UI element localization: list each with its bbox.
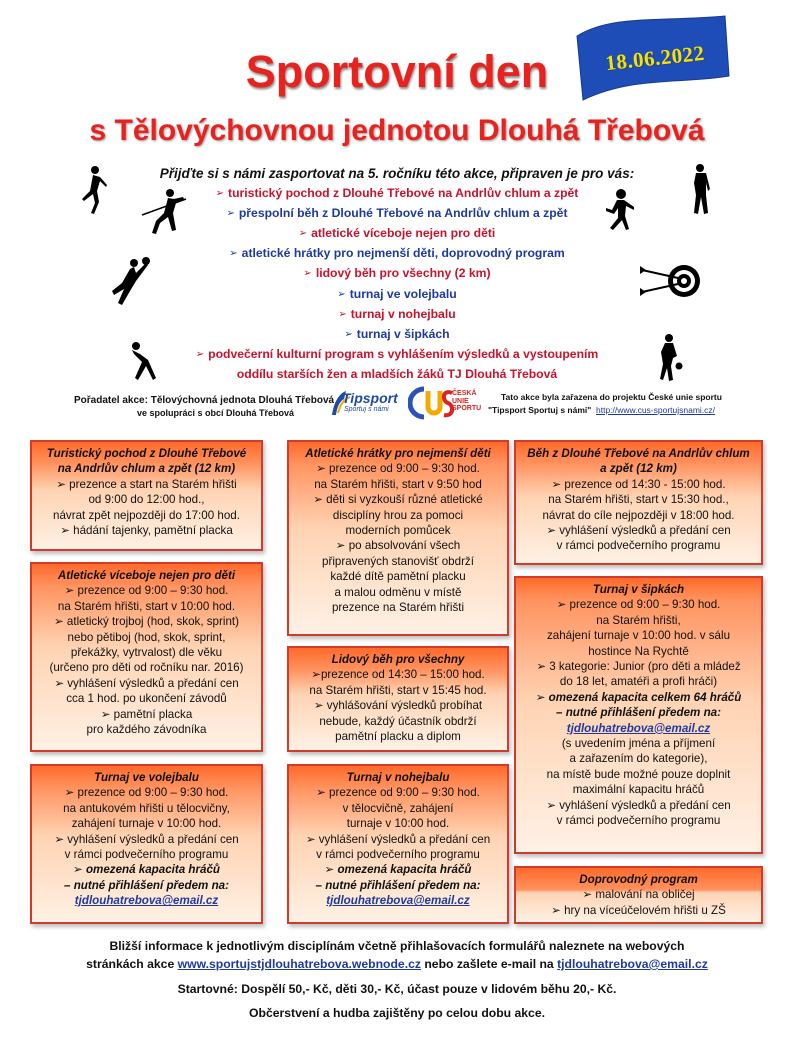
activity-label: atletické hrátky pro nejmenší děti, doprovodný program bbox=[241, 246, 565, 260]
organizer-line: Pořadatel akce: Tělovýchovná jednota Dlouhá Třebová bbox=[74, 395, 335, 406]
box-title: Turnaj ve volejbalu bbox=[94, 771, 199, 784]
box-line: prezence na Starém hřišti bbox=[331, 601, 465, 615]
volleyball-player-icon bbox=[108, 255, 158, 307]
box-title: Atletické víceboje nejen pro děti bbox=[57, 569, 236, 582]
box-line: na Starém hřišti, bbox=[596, 613, 681, 627]
activity-label: atletické víceboje nejen pro děti bbox=[311, 226, 496, 240]
arrow-bullet-icon: ➢ bbox=[338, 309, 347, 320]
footballer-icon bbox=[655, 332, 685, 382]
arrow-bullet-icon: ➢ bbox=[229, 248, 238, 259]
registration-note: – nutné přihlášení předem na: bbox=[556, 706, 721, 720]
box-title: Běh z Dlouhé Třebové na Andrlův chlum bbox=[527, 447, 750, 460]
activity-label: turnaj v šipkách bbox=[356, 327, 450, 341]
box-atleticke-hratky bbox=[287, 440, 509, 636]
box-turisticky-pochod bbox=[30, 440, 263, 551]
box-title: Lidový běh pro všechny bbox=[331, 653, 465, 666]
activity-item bbox=[0, 186, 794, 200]
capacity-note: ➢ omezená kapacita hráčů bbox=[73, 863, 220, 877]
organizer-cooperation: ve spolupráci s obcí Dlouhá Třebová bbox=[137, 408, 295, 418]
box-line: ➢ atletický trojboj (hod, skok, sprint) bbox=[54, 615, 239, 629]
box-doprovodny-program bbox=[514, 866, 763, 924]
footer-text: stránkách akce bbox=[86, 957, 175, 971]
box-line: na Starém hřišti, start v 15:30 hod., bbox=[548, 493, 729, 507]
registration-note: – nutné přihlášení předem na: bbox=[64, 878, 229, 892]
arrow-bullet-icon: ➢ bbox=[303, 268, 312, 279]
email-link[interactable]: tjdlouhatrebova@email.cz bbox=[557, 957, 708, 971]
activity-item bbox=[0, 206, 794, 220]
arrow-bullet-icon: ➢ bbox=[215, 188, 225, 199]
box-line: v rámci podvečerního programu bbox=[556, 814, 721, 828]
activity-label: lidový běh pro všechny (2 km) bbox=[315, 266, 491, 280]
box-volejbal bbox=[30, 764, 263, 924]
hiker-icon bbox=[688, 163, 714, 215]
registration-email-link[interactable]: tjdlouhatrebova@email.cz bbox=[326, 894, 470, 908]
runner-icon bbox=[78, 165, 108, 215]
box-line: ➢ malování na obličej bbox=[582, 888, 695, 902]
activity-label: podvečerní kulturní program s vyhlášením výsledků a vystoupením bbox=[208, 347, 599, 361]
box-line: hostince Na Rychtě bbox=[588, 644, 689, 658]
box-line: (s uvedením jména a příjmení bbox=[561, 737, 716, 751]
box-line: a zařazením do kategorie), bbox=[569, 752, 708, 766]
box-line: ➢ vyhlášení výsledků a předání cen bbox=[54, 832, 239, 846]
gymnast-icon bbox=[128, 340, 160, 382]
cus-logo bbox=[408, 385, 456, 421]
registration-email-link[interactable]: tjdlouhatrebova@email.cz bbox=[74, 894, 219, 908]
box-line: v rámci podvečerního programu bbox=[316, 848, 480, 862]
tipsport-slogan: Sportuj s námi bbox=[344, 406, 389, 413]
box-line: ➢ děti si vyzkouší různé atletické bbox=[313, 493, 483, 507]
activity-item bbox=[0, 307, 794, 321]
box-line: ➢ prezence od 9:00 – 9:30 hod. bbox=[316, 462, 480, 476]
box-atleticke-viceboje bbox=[30, 562, 263, 752]
box-line: překážky, vytrvalost) dle věku bbox=[70, 646, 223, 660]
box-line: ➢ hádání tajenky, pamětní placka bbox=[60, 524, 233, 538]
box-line: (určeno pro děti od ročníku nar. 2016) bbox=[49, 661, 244, 675]
box-line: v tělocvičně, zahájení bbox=[342, 801, 454, 815]
box-line: na Starém hřišti, start v 15:45 hod. bbox=[309, 683, 487, 697]
box-line: pro každého závodníka bbox=[86, 723, 207, 737]
box-line: a malou odměnu v místě bbox=[334, 585, 462, 599]
activity-label: turnaj ve volejbalu bbox=[349, 287, 457, 301]
box-sipky bbox=[514, 576, 763, 854]
intro-text: Přijďte si s námi zasportovat na 5. ročníku této akce, připraven je pro vás: bbox=[159, 166, 635, 181]
box-title: Atletické hrátky pro nejmenší děti bbox=[305, 447, 491, 460]
box-line: v rámci podvečerního programu bbox=[556, 539, 721, 553]
box-line: návrat zpět nejpozději do 17:00 hod. bbox=[53, 508, 240, 522]
box-title: na Andrlův chlum a zpět (12 km) bbox=[57, 462, 236, 476]
box-title: a zpět (12 km) bbox=[600, 462, 677, 476]
arrow-bullet-icon: ➢ bbox=[337, 289, 346, 300]
box-line: v rámci podvečerního programu bbox=[64, 848, 229, 862]
box-line: na Starém hřišti, start v 10:00 hod. bbox=[57, 599, 236, 613]
box-line: ➢ vyhlášení výsledků a předání cen bbox=[54, 676, 239, 690]
box-line: ➢ prezence od 9:00 – 9:30 hod. bbox=[64, 584, 229, 598]
box-line: ➢ pamětní placka bbox=[100, 707, 193, 721]
box-line: moderních pomůcek bbox=[345, 524, 451, 538]
activity-label: oddílu starších žen a mladších žáků TJ Dlouhá Třebová bbox=[236, 367, 558, 381]
box-title: Turnaj v nohejbalu bbox=[346, 771, 450, 784]
darts-icon bbox=[640, 262, 704, 300]
capacity-note: ➢ omezená kapacita celkem 64 hráčů bbox=[535, 690, 742, 704]
registration-note: – nutné přihlášení předem na: bbox=[315, 878, 481, 892]
box-line: ➢prezence od 14:30 – 15:00 hod. bbox=[311, 668, 485, 682]
box-line: cca 1 hod. po ukončení závodů bbox=[66, 692, 227, 706]
box-line: od 9:00 do 12:00 hod., bbox=[88, 493, 205, 507]
box-line: každé dítě pamětní placku bbox=[330, 570, 466, 584]
activity-label: turistický pochod z Dlouhé Třebové na Andrlův chlum a zpět bbox=[228, 186, 579, 200]
box-line: pamětní placku a diplom bbox=[335, 730, 461, 744]
box-line: ➢ hry na víceúčelovém hřišti u ZŠ bbox=[551, 903, 726, 917]
box-line: ➢ prezence od 9:00 – 9:30 hod. bbox=[556, 598, 721, 612]
box-line: ➢ vyhlášení výsledků a předání cen bbox=[305, 832, 491, 846]
box-line: ➢ po absolvování všech bbox=[335, 539, 461, 553]
footer-info-line2 bbox=[0, 957, 794, 971]
box-line: ➢ prezence od 14:30 - 15:00 hod. bbox=[551, 477, 726, 491]
box-line: ➢ vyhlášení výsledků a předání cen bbox=[546, 524, 731, 538]
box-lidovy-beh bbox=[287, 646, 509, 752]
box-line: připravených stanovišť obdrží bbox=[322, 554, 474, 568]
box-line: ➢ 3 kategorie: Junior (pro děti a mládež bbox=[536, 660, 741, 674]
box-title: Turistický pochod z Dlouhé Třebové bbox=[46, 447, 247, 460]
project-link[interactable]: http://www.cus-sportujsnami.cz/ bbox=[596, 405, 716, 415]
website-link[interactable]: www.sportujstjdlouhatrebova.webnode.cz bbox=[177, 957, 421, 971]
box-line: ➢ vyhlášování výsledků probíhat bbox=[313, 699, 483, 713]
activity-item bbox=[0, 226, 794, 240]
arrow-bullet-icon: ➢ bbox=[195, 349, 205, 360]
box-nohejbal bbox=[287, 764, 509, 924]
child-runner-icon bbox=[604, 188, 636, 232]
box-line: ➢ vyhlášení výsledků a předání cen bbox=[546, 798, 731, 812]
page-subtitle: s Tělovýchovnou jednotou Dlouhá Třebová bbox=[89, 114, 705, 147]
box-beh bbox=[514, 440, 763, 565]
registration-email-link[interactable]: tjdlouhatrebova@email.cz bbox=[566, 721, 711, 735]
activity-label: turnaj v nohejbalu bbox=[350, 307, 456, 321]
box-line: na Starém hřišti, start v 9:50 hod bbox=[314, 477, 482, 491]
capacity-note: ➢ omezená kapacita hráčů bbox=[324, 863, 472, 877]
box-line: na místě bude možné pouze doplnit bbox=[546, 767, 731, 781]
box-line: nebo pětiboj (hod, skok, sprint, bbox=[67, 630, 226, 644]
box-line: do 18 let, amatéři a profi hráči) bbox=[559, 675, 718, 689]
box-line: ➢ prezence od 9:00 – 9:30 hod. bbox=[316, 786, 480, 800]
project-name: "Tipsport Sportuj s námi" bbox=[488, 405, 592, 415]
box-line: návrat do cíle nejpozději v 18:00 hod. bbox=[542, 508, 735, 522]
javelin-icon bbox=[140, 185, 188, 235]
arrow-bullet-icon: ➢ bbox=[226, 208, 235, 219]
box-line: ➢ prezence a start na Starém hřišti bbox=[56, 477, 237, 491]
box-line: nebude, každý účastník obdrží bbox=[319, 714, 477, 728]
event-date: 18.06.2022 bbox=[604, 40, 706, 76]
box-line: na antukovém hřišti u tělocvičny, bbox=[63, 801, 230, 815]
footer-text: nebo zašlete e-mail na bbox=[424, 957, 554, 971]
arrow-bullet-icon: ➢ bbox=[298, 228, 308, 239]
refreshments-note: Občerstvení a hudba zajištěny po celou dobu akce. bbox=[249, 1006, 545, 1020]
project-note: Tato akce byla zařazena do projektu České unie sportu bbox=[501, 392, 722, 402]
cus-text: ČESKÁ UNIE SPORTU bbox=[452, 390, 482, 412]
box-line: zahájení turnaje v 10:00 hod. bbox=[71, 817, 222, 831]
box-line: zahájení turnaje v 10:00 hod. v sálu bbox=[546, 629, 731, 643]
page-title: Sportovní den bbox=[245, 46, 549, 97]
tipsport-wordmark: Tipsport bbox=[342, 390, 398, 406]
box-line: ➢ prezence od 9:00 – 9:30 hod. bbox=[64, 786, 229, 800]
arrow-bullet-icon: ➢ bbox=[344, 329, 353, 340]
box-title: Turnaj v šipkách bbox=[592, 583, 685, 596]
footer-info-line1: Bližší informace k jednotlivým disciplínám včetně přihlašovacích formulářů naleznete na webových bbox=[109, 939, 685, 953]
box-line: turnaje v 10:00 hod. bbox=[346, 817, 450, 831]
box-line: disciplíny hrou za pomoci bbox=[332, 508, 464, 522]
entry-fee: Startovné: Dospělí 50,- Kč, děti 30,- Kč, účast pouze v lidovém běhu 20,- Kč. bbox=[177, 982, 617, 996]
box-line: maximální kapacitu hráčů bbox=[572, 783, 705, 797]
activity-label: přespolní běh z Dlouhé Třebové na Andrlův chlum a zpět bbox=[238, 206, 568, 220]
box-title: Doprovodný program bbox=[579, 873, 698, 886]
